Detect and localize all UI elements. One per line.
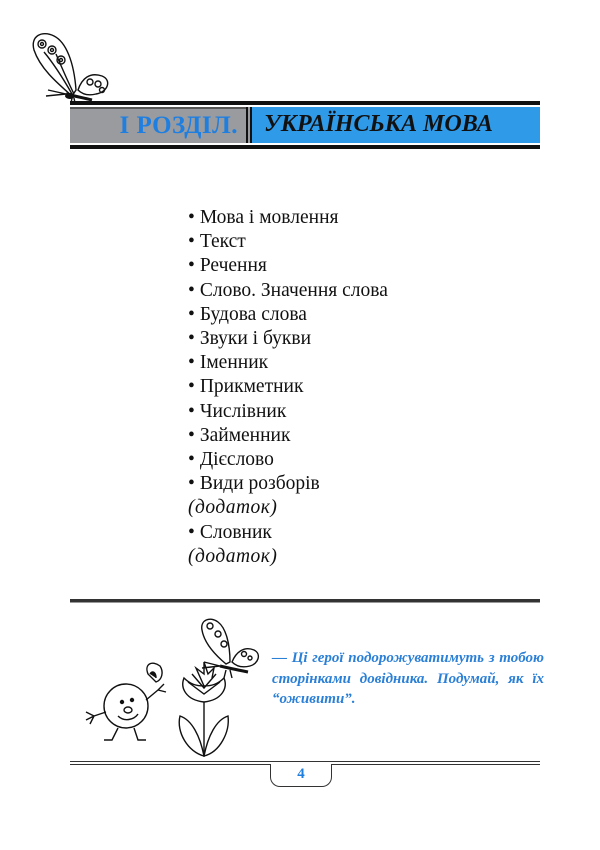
header-top-rule — [70, 101, 540, 105]
list-item-label: Види розборів — [199, 473, 320, 495]
page-number: 4 — [297, 766, 305, 782]
list-item — [188, 400, 488, 424]
list-item — [188, 424, 488, 448]
hint-quote: — Ці герої подорожуватимуть з тобою сторінками довідника. Подумай, як їх “оживити”. — [272, 650, 544, 707]
bullet-icon: • — [188, 400, 195, 422]
butterfly-icon — [26, 24, 112, 102]
header-bottom-rule — [70, 145, 540, 149]
list-item-label: Слово. Значення слова — [199, 279, 388, 301]
list-item-label: Числівник — [199, 400, 287, 422]
bullet-icon: • — [188, 352, 195, 374]
bullet-icon: • — [188, 424, 195, 446]
list-item-label: Мова і мовлення — [199, 207, 339, 228]
section-title-band — [252, 107, 540, 143]
list-item — [188, 327, 488, 351]
list-item — [188, 254, 488, 278]
bullet-icon: • — [188, 231, 195, 253]
section-number: І РОЗДІЛ. — [119, 112, 238, 139]
list-item-label: Займенник — [199, 424, 291, 446]
illustration — [68, 612, 268, 762]
list-item-label: Дієслово — [199, 449, 274, 471]
section-title: УКРАЇНСЬКА МОВА — [264, 111, 493, 137]
list-item-label: Словник — [199, 521, 272, 543]
list-item-label: Звуки і букви — [199, 328, 312, 350]
section-divider — [70, 599, 540, 603]
list-item-label: Текст — [199, 231, 246, 253]
bullet-icon: • — [188, 279, 195, 301]
bullet-icon: • — [188, 449, 195, 471]
list-item-label: Прикметник — [199, 376, 304, 398]
list-item — [188, 472, 488, 496]
list-item — [188, 206, 488, 230]
page-number-tab — [270, 764, 332, 787]
list-item — [188, 448, 488, 472]
list-item-note: (додаток) — [188, 545, 278, 567]
topic-list — [188, 206, 488, 569]
bullet-icon: • — [188, 473, 195, 495]
flower-icon — [179, 662, 228, 756]
bullet-icon: • — [188, 521, 195, 543]
list-item — [188, 230, 488, 254]
chapter-header — [70, 101, 540, 149]
butterfly-icon — [202, 619, 259, 678]
list-item-label: Будова слова — [199, 303, 307, 325]
list-item-note: (додаток) — [188, 497, 278, 519]
list-item-label: Іменник — [199, 352, 269, 374]
list-item — [188, 303, 488, 327]
bullet-icon: • — [188, 255, 195, 277]
bullet-icon: • — [188, 303, 195, 325]
bullet-icon: • — [188, 207, 195, 228]
ball-character-icon — [86, 663, 166, 740]
list-item — [188, 521, 488, 545]
bullet-icon: • — [188, 376, 195, 398]
bullet-icon: • — [188, 328, 195, 350]
list-item-label: Речення — [199, 255, 267, 277]
list-item — [188, 375, 488, 399]
list-item — [188, 279, 488, 303]
section-number-band — [70, 107, 246, 143]
list-item — [188, 351, 488, 375]
